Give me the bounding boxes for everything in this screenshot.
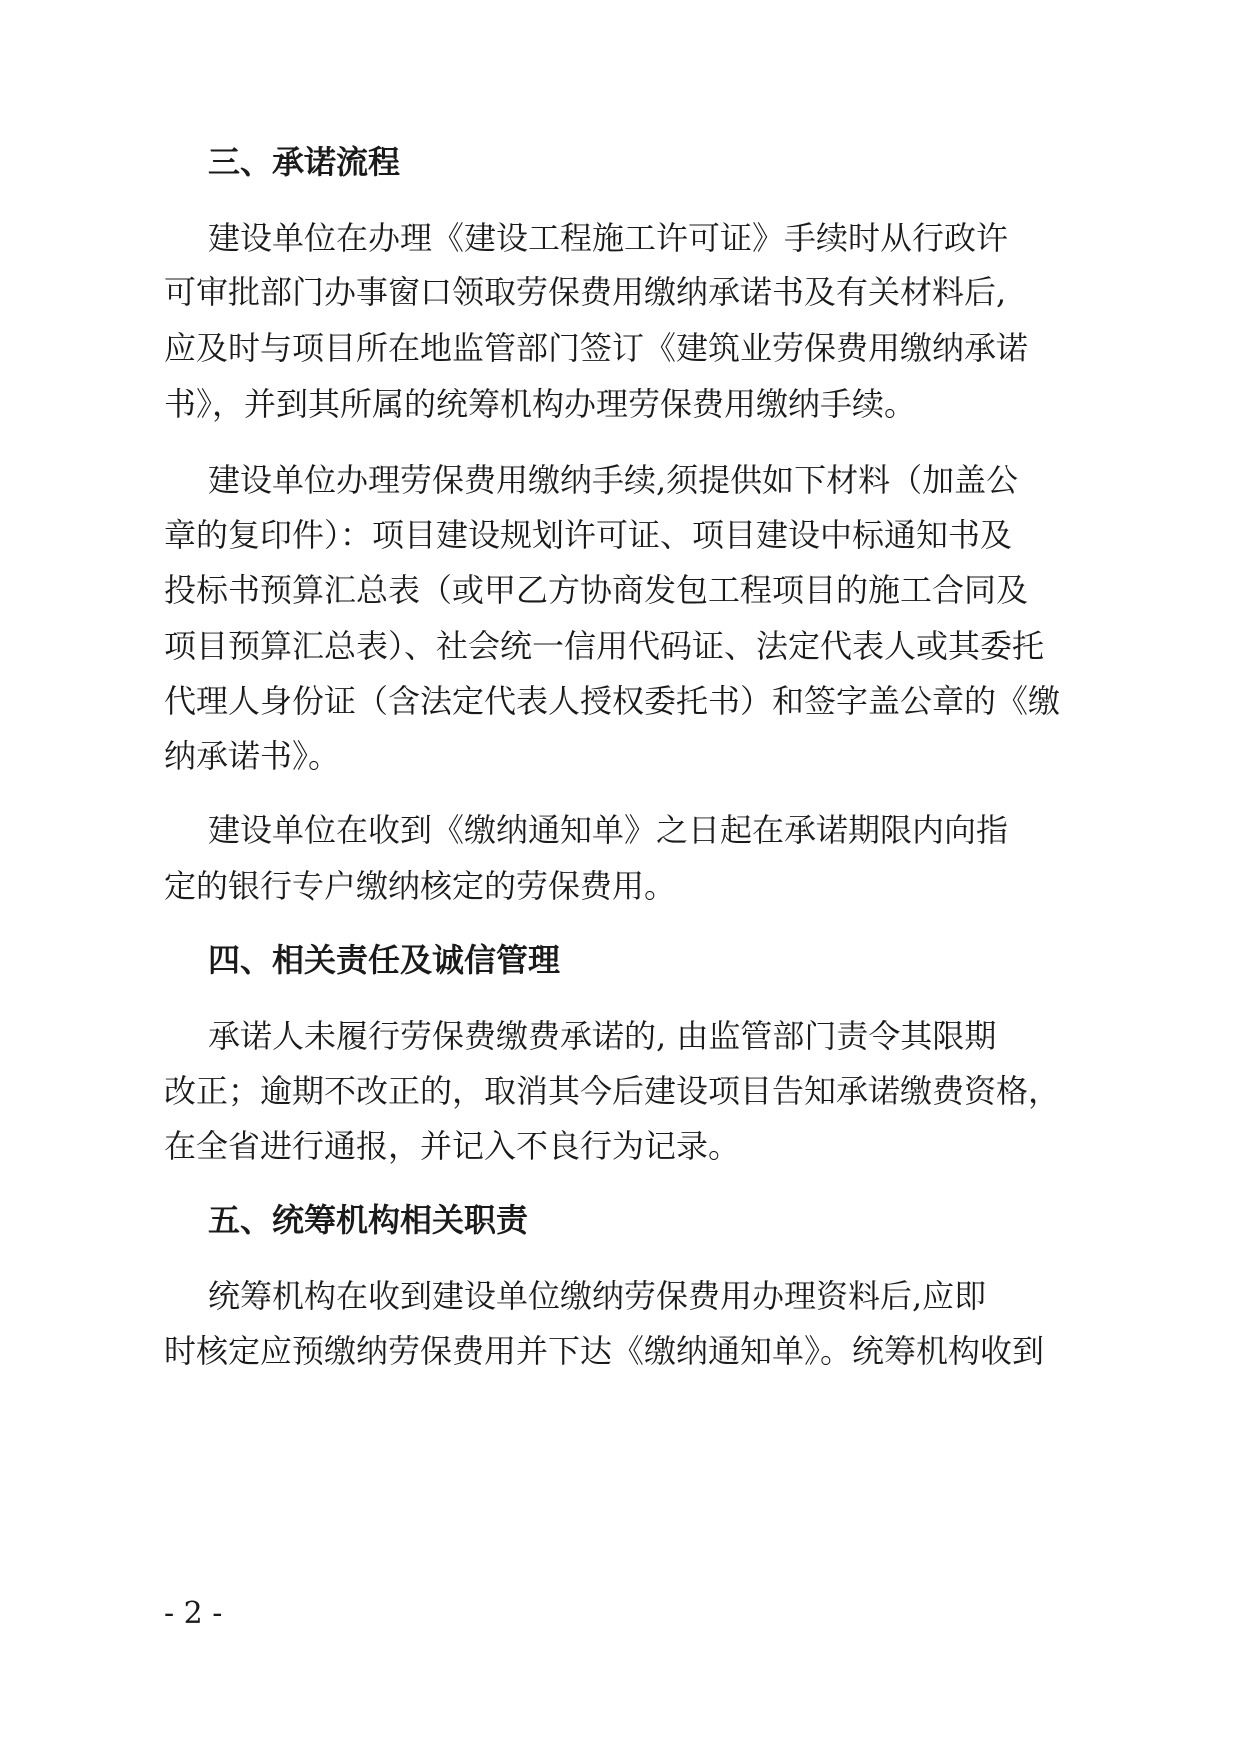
page-number: - 2 - [164, 1596, 223, 1631]
paragraph-line: 项目预算汇总表）、社会统一信用代码证、法定代表人或其委托 [164, 627, 1045, 665]
paragraph-line: 投标书预算汇总表（或甲乙方协商发包工程项目的施工合同及 [164, 571, 1029, 609]
section-heading-4: 四、相关责任及诚信管理 [208, 941, 561, 979]
section-heading-5: 五、统筹机构相关职责 [208, 1201, 529, 1239]
paragraph-line: 建设单位在收到《缴纳通知单》之日起在承诺期限内向指 [208, 811, 1009, 849]
paragraph-line: 可审批部门办事窗口领取劳保费用缴纳承诺书及有关材料后, [164, 273, 1007, 311]
paragraph-line: 建设单位在办理《建设工程施工许可证》手续时从行政许 [208, 219, 1009, 257]
paragraph-line: 建设单位办理劳保费用缴纳手续,须提供如下材料（加盖公 [208, 461, 1019, 499]
paragraph-line: 定的银行专户缴纳核定的劳保费用。 [164, 867, 677, 905]
paragraph-line: 承诺人未履行劳保费缴费承诺的, 由监管部门责令其限期 [208, 1017, 997, 1055]
paragraph-line: 纳承诺书》。 [164, 737, 341, 775]
paragraph-line: 代理人身份证（含法定代表人授权委托书）和签字盖公章的《缴 [164, 682, 1061, 720]
paragraph-line: 在全省进行通报，并记入不良行为记录。 [164, 1127, 741, 1165]
paragraph-line: 时核定应预缴纳劳保费用并下达《缴纳通知单》。统筹机构收到 [164, 1332, 1045, 1370]
paragraph-line: 统筹机构在收到建设单位缴纳劳保费用办理资料后,应即 [208, 1277, 987, 1315]
paragraph-line: 改正；逾期不改正的，取消其今后建设项目告知承诺缴费资格， [164, 1072, 1061, 1110]
paragraph-line: 应及时与项目所在地监管部门签订《建筑业劳保费用缴纳承诺 [164, 329, 1029, 367]
paragraph-line: 书》，并到其所属的统筹机构办理劳保费用缴纳手续。 [164, 385, 917, 423]
paragraph-line: 章的复印件）：项目建设规划许可证、项目建设中标通知书及 [164, 516, 1013, 554]
section-heading-3: 三、承诺流程 [208, 143, 401, 181]
